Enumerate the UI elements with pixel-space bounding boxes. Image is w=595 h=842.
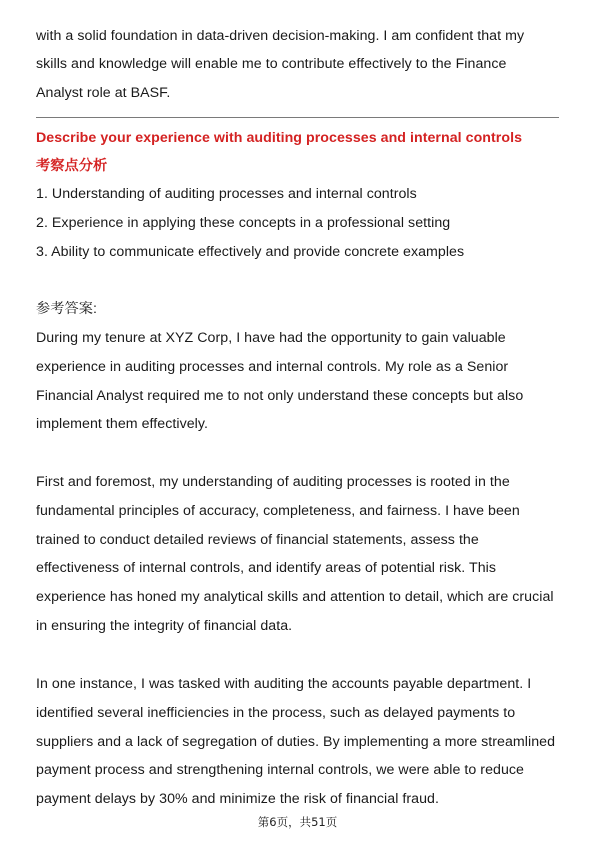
answer-p1-line: experience in auditing processes and internal controls. My role as a Senior <box>36 359 509 375</box>
answer-p2-line: First and foremost, my understanding of auditing processes is rooted in the <box>36 474 510 490</box>
answer-p3-line: suppliers and a lack of segregation of duties. By implementing a more streamlined <box>36 734 556 750</box>
answer-p2-line: in ensuring the integrity of financial data. <box>36 618 293 634</box>
answer-p3-line: payment process and strengthening internal controls, we were able to reduce <box>36 762 524 778</box>
answer-p2-line: effectiveness of internal controls, and identify areas of potential risk. This <box>36 560 496 576</box>
question-title: Describe your experience with auditing processes and internal controls <box>36 130 523 146</box>
answer-p1-line: Financial Analyst required me to not only understand these concepts but also <box>36 388 524 404</box>
analysis-point: 2. Experience in applying these concepts in a professional setting <box>36 215 451 231</box>
answer-p1-line: During my tenure at XYZ Corp, I have had the opportunity to gain valuable <box>36 330 506 346</box>
answer-p3-line: payment delays by 30% and minimize the risk of financial fraud. <box>36 791 439 807</box>
analysis-point: 3. Ability to communicate effectively and provide concrete examples <box>36 244 465 260</box>
page-number: 第6页，共51页 <box>257 815 338 829</box>
answer-p2-line: fundamental principles of accuracy, completeness, and fairness. I have been <box>36 503 520 519</box>
answer-p1-line: implement them effectively. <box>36 416 208 432</box>
analysis-point: 1. Understanding of auditing processes and internal controls <box>36 186 417 202</box>
intro-line: Analyst role at BASF. <box>36 85 171 101</box>
answer-p3-line: identified several inefficiencies in the process, such as delayed payments to <box>36 705 516 721</box>
section-divider <box>36 117 559 118</box>
answer-p2-line: trained to conduct detailed reviews of financial statements, assess the <box>36 532 479 548</box>
intro-line: with a solid foundation in data-driven decision-making. I am confident that my <box>36 28 525 44</box>
answer-heading: 参考答案: <box>36 301 97 317</box>
analysis-heading: 考察点分析 <box>36 158 108 174</box>
answer-p3-line: In one instance, I was tasked with auditing the accounts payable department. I <box>36 676 532 692</box>
answer-p2-line: experience has honed my analytical skills and attention to detail, which are crucial <box>36 589 554 605</box>
intro-line: skills and knowledge will enable me to contribute effectively to the Finance <box>36 56 507 72</box>
